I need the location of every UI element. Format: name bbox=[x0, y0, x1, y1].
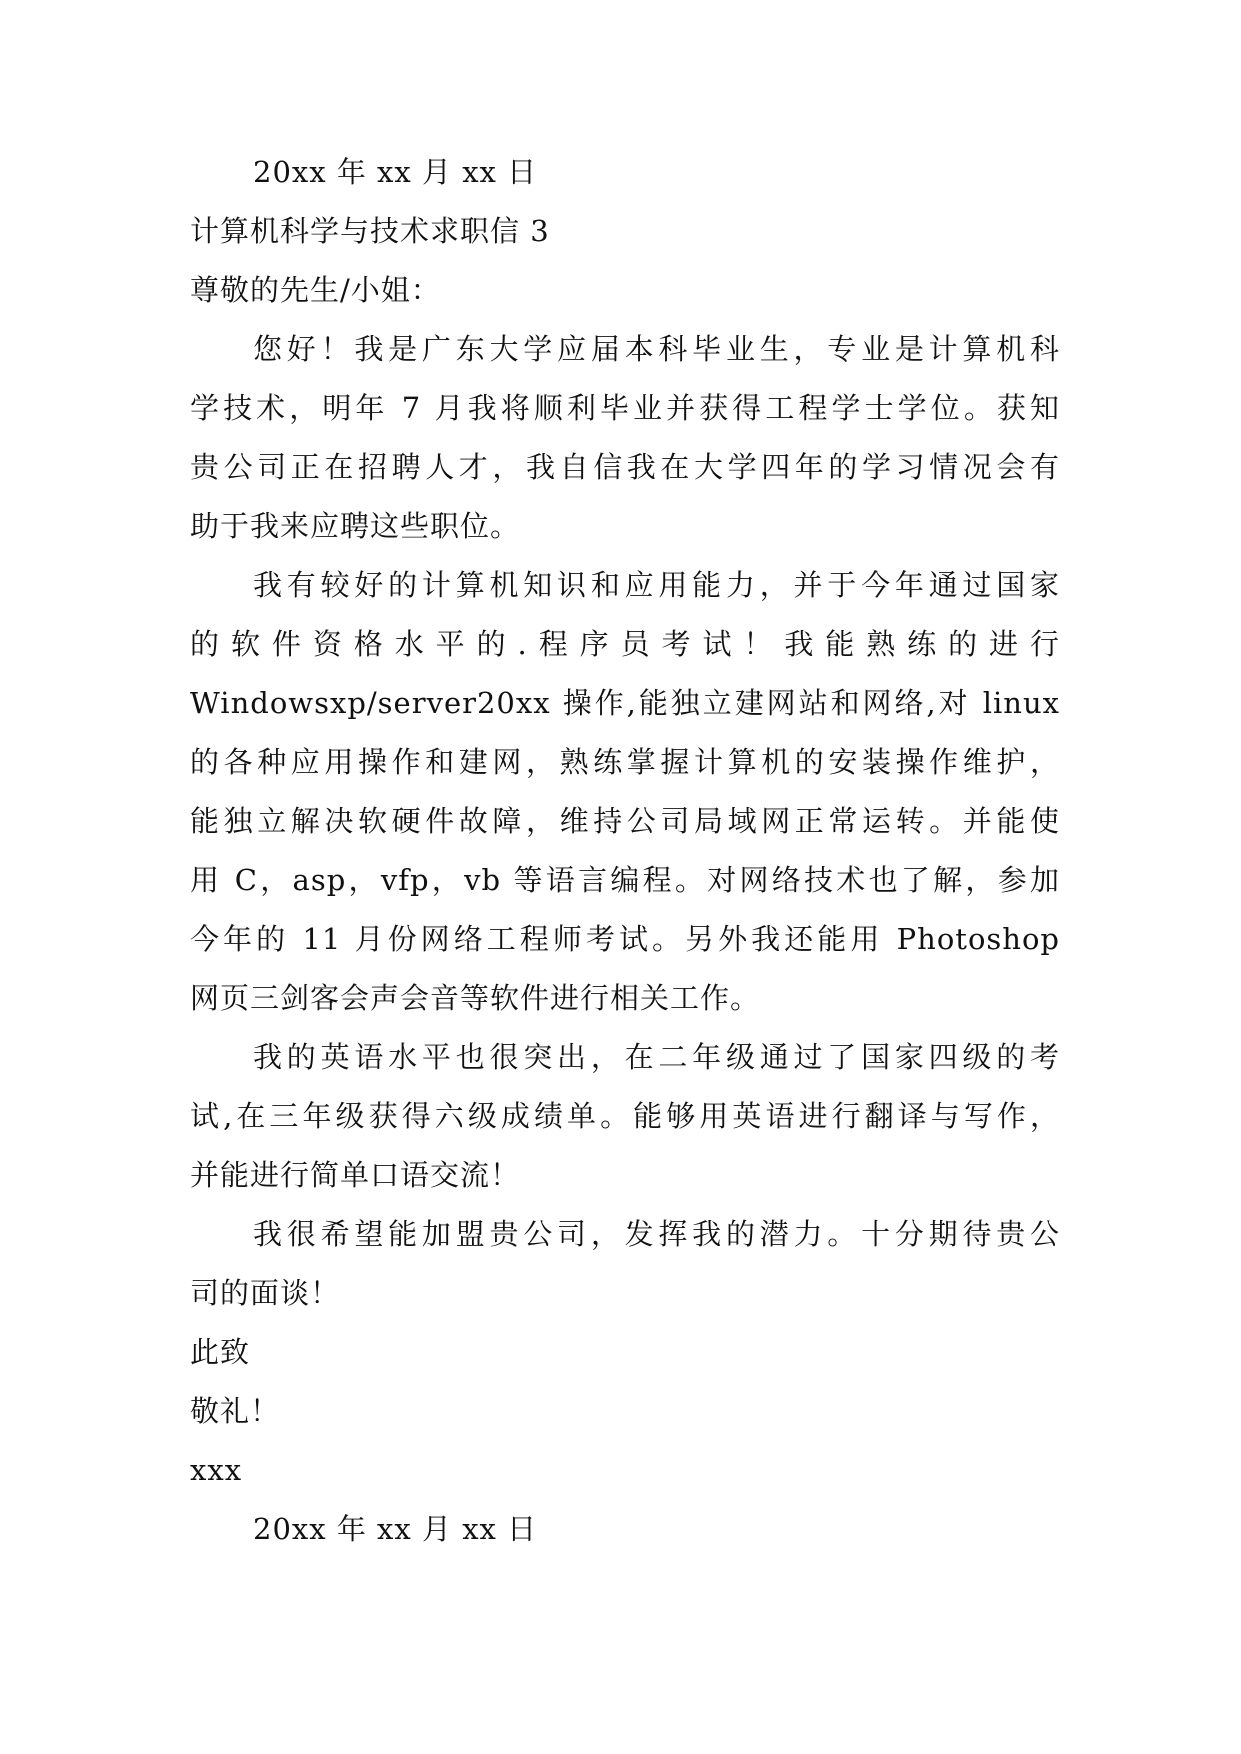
date-top: 20xx 年 xx 月 xx 日 bbox=[253, 155, 538, 189]
paragraph-4-line-2: 司的面谈！ bbox=[190, 1276, 341, 1310]
paragraph-3-line-1: 我的英语水平也很突出，在二年级通过了国家四级的考 bbox=[253, 1040, 1060, 1074]
paragraph-1-line-4: 助于我来应聘这些职位。 bbox=[190, 509, 521, 543]
signature: xxx bbox=[190, 1453, 243, 1487]
date-bottom: 20xx 年 xx 月 xx 日 bbox=[253, 1512, 538, 1546]
closing-line-2: 敬礼！ bbox=[190, 1394, 281, 1428]
paragraph-1-line-2: 学技术，明年 7 月我将顺利毕业并获得工程学士学位。获知 bbox=[190, 391, 1060, 425]
paragraph-2-line-8: 网页三剑客会声会音等软件进行相关工作。 bbox=[190, 981, 761, 1015]
letter-title: 计算机科学与技术求职信 3 bbox=[190, 214, 550, 248]
paragraph-1-line-3: 贵公司正在招聘人才，我自信我在大学四年的学习情况会有 bbox=[190, 450, 1060, 484]
paragraph-2-line-3: Windowsxp/server20xx 操作,能独立建网站和网络,对 linux bbox=[190, 686, 1060, 720]
paragraph-1-line-1: 您好！我是广东大学应届本科毕业生，专业是计算机科 bbox=[253, 332, 1060, 366]
salutation: 尊敬的先生/小姐： bbox=[190, 273, 441, 307]
paragraph-2-line-6: 用 C，asp，vfp，vb 等语言编程。对网络技术也了解，参加 bbox=[190, 863, 1060, 897]
paragraph-2-line-7: 今年的 11 月份网络工程师考试。另外我还能用 Photoshop bbox=[190, 922, 1060, 956]
paragraph-2-line-2: 的软件资格水平的.程序员考试！我能熟练的进行 bbox=[190, 627, 1060, 661]
paragraph-4-line-1: 我很希望能加盟贵公司，发挥我的潜力。十分期待贵公 bbox=[253, 1217, 1060, 1251]
paragraph-3-line-2: 试,在三年级获得六级成绩单。能够用英语进行翻译与写作， bbox=[190, 1099, 1060, 1133]
paragraph-2-line-1: 我有较好的计算机知识和应用能力，并于今年通过国家 bbox=[253, 568, 1060, 602]
paragraph-3-line-3: 并能进行简单口语交流！ bbox=[190, 1158, 521, 1192]
closing-line-1: 此致 bbox=[190, 1335, 251, 1369]
paragraph-2-line-5: 能独立解决软硬件故障，维持公司局域网正常运转。并能使 bbox=[190, 804, 1060, 838]
paragraph-2-line-4: 的各种应用操作和建网，熟练掌握计算机的安装操作维护， bbox=[190, 745, 1060, 779]
